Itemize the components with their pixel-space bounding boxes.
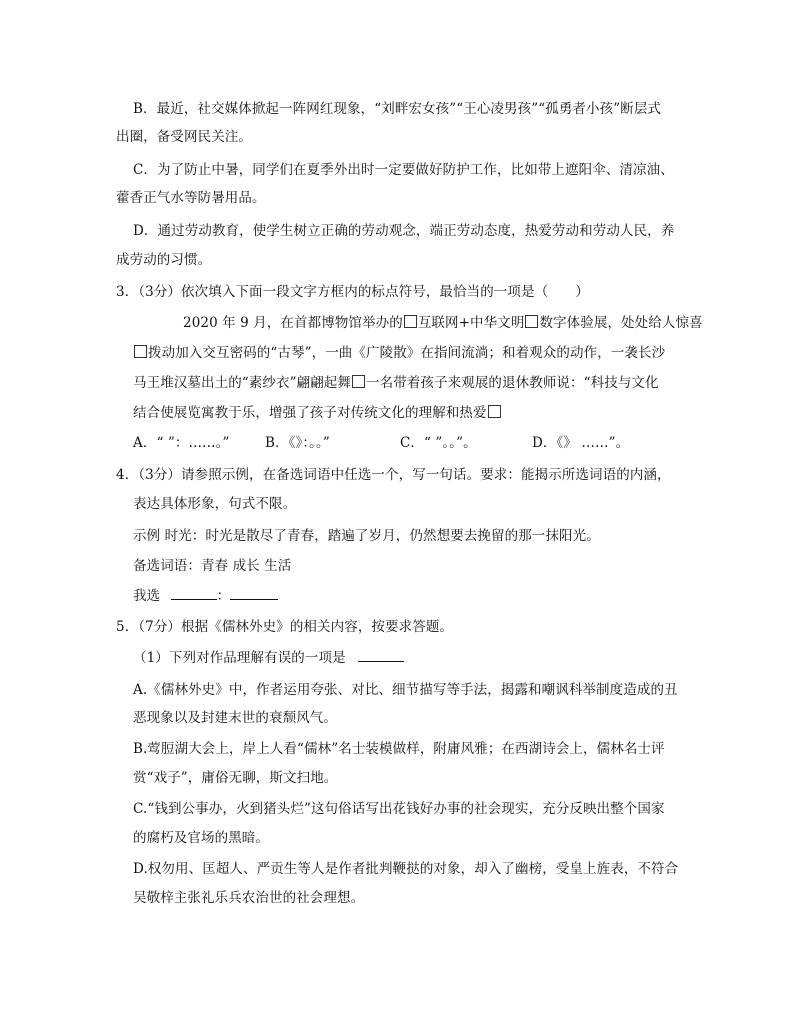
q4-answer-line: 我选 ：	[133, 587, 278, 605]
blank-box	[488, 405, 501, 418]
q5-option-d-line1: D.权勿用、匡超人、严贡生等人是作者批判鞭挞的对象，却入了幽榜，受皇上旌表，不符合	[133, 861, 679, 877]
q4-stem-line1: 4．（3分）请参照示例，在备选词语中任选一个，写一句话。要求：能揭示所选词语的内涵，	[116, 467, 671, 483]
q5-option-a-line1: A.《儒林外史》中，作者运用夸张、对比、细节描写等手法，揭露和嘲讽科举制度造成的丑	[133, 682, 678, 698]
q3-option-d: D．《》 ……”。	[532, 435, 630, 451]
q5-sub1-answer-blank[interactable]	[358, 649, 404, 662]
q5-option-b-line2: 赏“戏子”，庸俗无聊，斯文扫地。	[133, 770, 338, 786]
q5-option-c-line2: 的腐朽及官场的黑暗。	[133, 830, 269, 846]
q5-option-d-line2: 吴敬梓主张礼乐兵农治世的社会理想。	[133, 890, 365, 906]
q2-option-d-line1: D．通过劳动教育，使学生树立正确的劳动观念，端正劳动态度，热爱劳动和劳动人民，养	[133, 223, 675, 239]
q3-passage-line1: 2020 年 9 月，在首都博物馆举办的 互联网+中华文明 数字体验展，处处给人惊喜	[183, 315, 703, 331]
q3-option-a: A．“ ”：……。”	[133, 435, 230, 451]
q3-option-b: B．《》：。。”	[265, 435, 330, 451]
blank-box	[404, 315, 417, 328]
blank-box	[525, 315, 538, 328]
q4-stem-line2: 表达具体形象，句式不限。	[133, 496, 297, 512]
q5-option-a-line2: 恶现象以及封建末世的衰颓风气。	[133, 710, 337, 726]
q2-option-b-line2: 出圈，备受网民关注。	[116, 129, 252, 145]
q5-sub1: （1）下列对作品理解有误的一项是	[133, 649, 404, 667]
blank-box	[134, 345, 147, 358]
q3-option-c: C．“ ”。。”。	[400, 435, 477, 451]
blank-box	[352, 375, 365, 388]
q5-option-c-line1: C.“钱到公事办，火到猪头烂”这句俗话写出花钱好办事的社会现实，充分反映出整个国家	[133, 801, 665, 817]
q2-option-b-line1: B．最近，社交媒体掀起一阵网红现象，“刘畔宏女孩”“王心凌男孩”“孤勇者小孩”断层式	[133, 101, 662, 117]
q4-example: 示例 时光：时光是散尽了青春，踏遍了岁月，仍然想要去挽留的那一抹阳光。	[133, 528, 600, 544]
q2-option-c-line1: C．为了防止中暑，同学们在夏季外出时一定要做好防护工作，比如带上遮阳伞、清凉油、	[133, 162, 674, 178]
q5-option-b-line1: B.莺脰湖大会上，岸上人看“儒林”名士装模做样，附庸风雅；在西湖诗会上，儒林名士评	[133, 741, 665, 757]
q3-passage-line2: 拨动加入交互密码的“古琴”，一曲《广陵散》在指间流淌；和着观众的动作，一袭长沙	[133, 344, 665, 362]
chosen-word-blank[interactable]	[171, 587, 217, 600]
q5-stem: 5．（7分）根据《儒林外史》的相关内容，按要求答题。	[116, 619, 454, 635]
q3-passage-line4: 结合使展览寓教于乐，增强了孩子对传统文化的理解和热爱	[133, 404, 502, 422]
q4-words: 备选词语：青春 成长 生活	[133, 558, 292, 574]
q3-stem: 3．（3分）依次填入下面一段文字方框内的标点符号，最恰当的一项是（ ）	[116, 284, 590, 300]
q2-option-c-line2: 藿香正气水等防暑用品。	[116, 190, 266, 206]
q2-option-d-line2: 成劳动的习惯。	[116, 252, 212, 268]
sentence-blank[interactable]	[230, 587, 278, 600]
q3-passage-line3: 马王堆汉墓出土的“素纱衣”翩翩起舞 一名带着孩子来观展的退休教师说：“科技与文化	[133, 375, 659, 391]
